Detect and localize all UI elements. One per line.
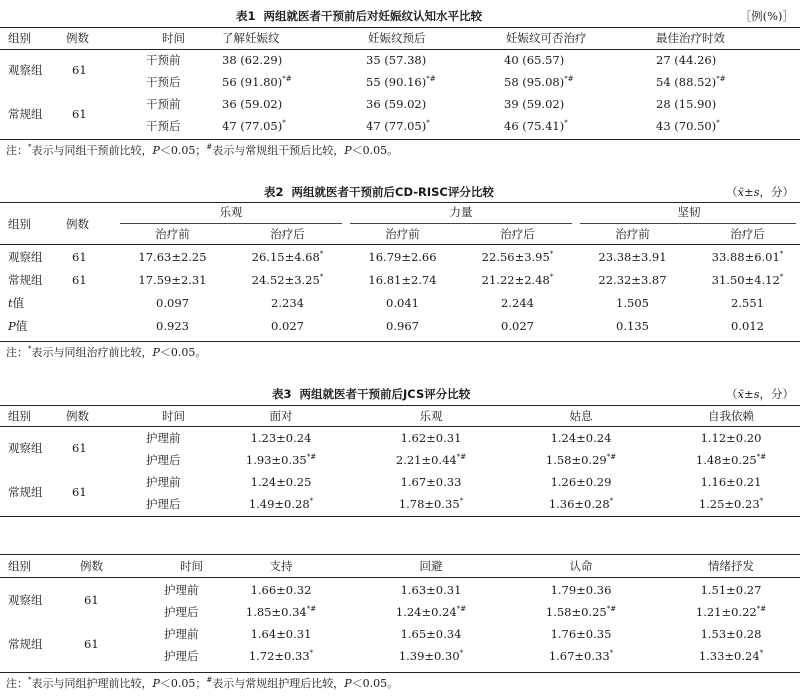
table-3-partB-row-n: 61 [84, 593, 99, 607]
table-3-partB-row-group: 常规组 [8, 637, 43, 651]
table-3-caption-text: 两组就医者干预前后JCS评分比较 [299, 387, 471, 401]
table-2-row-group: 观察组 [8, 250, 43, 264]
table-2-cell: 1.505 [616, 296, 649, 310]
table-3-partB-header: 回避 [419, 559, 443, 573]
table-2-cell: 0.097 [156, 296, 189, 310]
table-2-subheader: 治疗前 [155, 227, 190, 241]
table-3-partA-row-time: 护理前 [146, 431, 181, 445]
table-3-partB-cell: 1.72±0.33* [248, 649, 314, 663]
table-1-caption-text: 两组就医者干预前后对妊娠纹认知水平比较 [263, 9, 483, 23]
table-1-cell: 36 (59.02) [366, 97, 427, 111]
table-2-cell: 31.50±4.12* [711, 273, 784, 287]
table-2-header-group: 组别 [8, 217, 31, 231]
table-1-cell: 55 (90.16)*# [366, 75, 436, 89]
table-1-cell: 36 (59.02) [222, 97, 283, 111]
table-3-note: 注：*表示与同组护理前比较，P＜0.05；#表示与常规组护理后比较，P＜0.05。 [6, 676, 399, 690]
table-2-cell: 33.88±6.01* [711, 250, 784, 264]
table-3-partB-header: 支持 [269, 559, 293, 573]
table-3-partA-cell: 1.58±0.29*# [545, 453, 617, 467]
table-1 [0, 0, 800, 160]
table-3-partB-header: 时间 [180, 559, 203, 573]
table-3-b-header-rule [0, 577, 800, 578]
table-1-cell: 47 (77.05)* [222, 119, 286, 133]
table-1-unit: ［例(%)］ [739, 9, 794, 23]
table-3-partA-row-n: 61 [72, 485, 87, 499]
table-2-cell: 16.79±2.66 [368, 250, 437, 264]
table-2-note: 注：*表示与同组治疗前比较，P＜0.05。 [6, 345, 207, 359]
table-3-partB-row-time: 护理后 [164, 649, 199, 663]
table-1-cell: 28 (15.90) [656, 97, 717, 111]
table-3-partB-row-time: 护理前 [164, 583, 199, 597]
table-3-partA-cell: 1.25±0.23* [698, 497, 764, 511]
table-1-row-group: 常规组 [8, 107, 43, 121]
table-2-cell: 21.22±2.48* [481, 273, 554, 287]
table-3-partB-cell: 1.79±0.36 [550, 583, 612, 597]
table-1-row-group: 观察组 [8, 63, 43, 77]
table-3-partA-cell: 1.16±0.21 [700, 475, 762, 489]
table-3-partB-cell: 1.76±0.35 [550, 627, 612, 641]
table-2-cell: 2.234 [271, 296, 304, 310]
table-2-cell: 0.041 [386, 296, 419, 310]
table-2-bottom-rule [0, 341, 800, 342]
table-1-header-col1: 了解妊娠纹 [222, 31, 280, 45]
table-2-dim-3: 坚韧 [677, 205, 701, 219]
table-3-partA-header: 例数 [66, 409, 89, 423]
table-2-header-rule [0, 244, 800, 245]
table-3-partB-header: 例数 [80, 559, 103, 573]
table-3-partA-cell: 1.93±0.35*# [245, 453, 317, 467]
table-1-cell: 54 (88.52)*# [656, 75, 726, 89]
table-2-row-group: t值 [8, 296, 25, 310]
table-3-partB-cell: 1.21±0.22*# [695, 605, 767, 619]
table-2-cell: 26.15±4.68* [251, 250, 324, 264]
table-3-partA-row-time: 护理后 [146, 497, 181, 511]
table-2-cell: 2.244 [501, 296, 534, 310]
table-1-cell: 40 (65.57) [504, 53, 565, 67]
table-3-partA-header: 姑息 [569, 409, 593, 423]
table-1-row-time: 干预后 [146, 119, 181, 133]
table-3-partA-cell: 2.21±0.44*# [395, 453, 467, 467]
table-3 [0, 380, 800, 697]
table-2-subheader: 治疗后 [500, 227, 535, 241]
table-2-cell: 0.012 [731, 319, 764, 333]
table-1-row-n: 61 [72, 107, 87, 121]
table-1-cell: 35 (57.38) [366, 53, 427, 67]
table-3-partA-header: 面对 [269, 409, 293, 423]
table-2-subheader: 治疗后 [270, 227, 305, 241]
table-2-cell: 17.59±2.31 [138, 273, 207, 287]
table-3-partB-cell: 1.33±0.24* [698, 649, 764, 663]
table-2-row-group: 常规组 [8, 273, 43, 287]
table-3-partA-header: 乐观 [419, 409, 443, 423]
table-1-cell: 56 (91.80)*# [222, 75, 292, 89]
table-3-partB-cell: 1.53±0.28 [700, 627, 762, 641]
table-3-partA-cell: 1.23±0.24 [250, 431, 312, 445]
table-3-partA-cell: 1.78±0.35* [398, 497, 464, 511]
table-3-partB-cell: 1.66±0.32 [250, 583, 312, 597]
table-1-caption-number: 表1 [236, 9, 256, 23]
table-2-caption-text: 两组就医者干预前后CD-RISC评分比较 [291, 185, 494, 199]
table-3-partB-header: 认命 [569, 559, 593, 573]
table-3-partB-header: 组别 [8, 559, 31, 573]
table-1-header-col2: 妊娠纹预后 [368, 31, 426, 45]
table-1-cell: 58 (95.08)*# [504, 75, 574, 89]
table-1-bottom-rule [0, 139, 800, 140]
table-3-partB-row-group: 观察组 [8, 593, 43, 607]
table-2-cell: 0.027 [271, 319, 304, 333]
table-3-partB-cell: 1.85±0.34*# [245, 605, 317, 619]
table-3-partB-cell: 1.58±0.25*# [545, 605, 617, 619]
table-2-cell: 24.52±3.25* [251, 273, 324, 287]
table-3-unit: （x̄±s，分） [725, 387, 794, 401]
table-2-subheader: 治疗前 [615, 227, 650, 241]
table-3-partA-cell: 1.48±0.25*# [695, 453, 767, 467]
table-2-dim-1: 乐观 [219, 205, 243, 219]
table-2-dim-2: 力量 [449, 205, 473, 219]
table-3-partB-row-time: 护理后 [164, 605, 199, 619]
table-1-header-n: 例数 [66, 31, 89, 45]
table-1-row-time: 干预前 [146, 53, 181, 67]
table-1-cell: 27 (44.26) [656, 53, 717, 67]
table-3-partA-cell: 1.36±0.28* [548, 497, 614, 511]
table-2-row-n: 61 [72, 250, 87, 264]
table-3-b-top-rule [0, 554, 800, 555]
table-3-partA-cell: 1.12±0.20 [700, 431, 762, 445]
table-3-partA-header: 时间 [162, 409, 185, 423]
table-2-cell: 0.135 [616, 319, 649, 333]
table-2-cell: 17.63±2.25 [138, 250, 207, 264]
table-2-cell: 0.923 [156, 319, 189, 333]
table-2-cell: 22.56±3.95* [481, 250, 554, 264]
table-2-cell: 0.967 [386, 319, 419, 333]
table-1-header-col4: 最佳治疗时效 [656, 31, 725, 45]
table-3-partB-header: 情绪抒发 [708, 559, 754, 573]
table-3-caption-number: 表3 [272, 387, 292, 401]
table-1-note: 注：*表示与同组干预前比较，P＜0.05；#表示与常规组干预后比较，P＜0.05。 [6, 143, 399, 157]
table-3-partB-row-time: 护理前 [164, 627, 199, 641]
table-3-partA-row-time: 护理前 [146, 475, 181, 489]
table-2-header-n: 例数 [66, 217, 89, 231]
table-2-row-group: P值 [8, 319, 28, 333]
table-1-cell: 39 (59.02) [504, 97, 565, 111]
table-1-row-time: 干预前 [146, 97, 181, 111]
table-1-header-col3: 妊娠纹可否治疗 [506, 31, 587, 45]
table-3-partB-cell: 1.65±0.34 [400, 627, 462, 641]
table-1-header-group: 组别 [8, 31, 31, 45]
table-2-cell: 2.551 [731, 296, 764, 310]
table-2-cell: 16.81±2.74 [368, 273, 437, 287]
table-2-cell: 0.027 [501, 319, 534, 333]
table-2-cell: 23.38±3.91 [598, 250, 667, 264]
table-3-a-header-rule [0, 426, 800, 427]
table-3-partA-row-group: 常规组 [8, 485, 43, 499]
table-1-header-time: 时间 [162, 31, 185, 45]
table-3-partA-row-n: 61 [72, 441, 87, 455]
table-3-partA-cell: 1.26±0.29 [550, 475, 612, 489]
table-2-caption-number: 表2 [264, 185, 284, 199]
table-3-partA-row-group: 观察组 [8, 441, 43, 455]
table-2-unit: （x̄±s，分） [725, 185, 794, 199]
table-3-partB-cell: 1.24±0.24*# [395, 605, 467, 619]
table-3-caption [272, 386, 470, 402]
table-3-a-bottom-rule [0, 516, 800, 517]
table-3-partB-cell: 1.67±0.33* [548, 649, 614, 663]
table-3-partA-cell: 1.24±0.24 [550, 431, 612, 445]
table-2-subheader: 治疗前 [385, 227, 420, 241]
table-3-partA-cell: 1.67±0.33 [400, 475, 462, 489]
table-1-cell: 43 (70.50)* [656, 119, 720, 133]
table-3-partA-row-time: 护理后 [146, 453, 181, 467]
table-1-cell: 47 (77.05)* [366, 119, 430, 133]
table-3-b-bottom-rule [0, 672, 800, 673]
table-1-caption [236, 8, 482, 24]
table-1-row-time: 干预后 [146, 75, 181, 89]
table-3-partA-cell: 1.62±0.31 [400, 431, 462, 445]
table-2-cell: 22.32±3.87 [598, 273, 667, 287]
table-1-cell: 46 (75.41)* [504, 119, 568, 133]
table-3-partA-header: 自我依赖 [708, 409, 754, 423]
table-3-partB-row-n: 61 [84, 637, 99, 651]
table-3-partA-cell: 1.49±0.28* [248, 497, 314, 511]
table-2 [0, 180, 800, 370]
table-3-partA-header: 组别 [8, 409, 31, 423]
table-2-caption [264, 184, 494, 200]
table-1-row-n: 61 [72, 63, 87, 77]
table-3-partA-cell: 1.24±0.25 [250, 475, 312, 489]
table-3-partB-cell: 1.51±0.27 [700, 583, 762, 597]
table-1-cell: 38 (62.29) [222, 53, 283, 67]
table-3-partB-cell: 1.64±0.31 [250, 627, 312, 641]
table-3-partB-cell: 1.39±0.30* [398, 649, 464, 663]
table-3-partB-cell: 1.63±0.31 [400, 583, 462, 597]
table-2-subheader: 治疗后 [730, 227, 765, 241]
table-2-row-n: 61 [72, 273, 87, 287]
